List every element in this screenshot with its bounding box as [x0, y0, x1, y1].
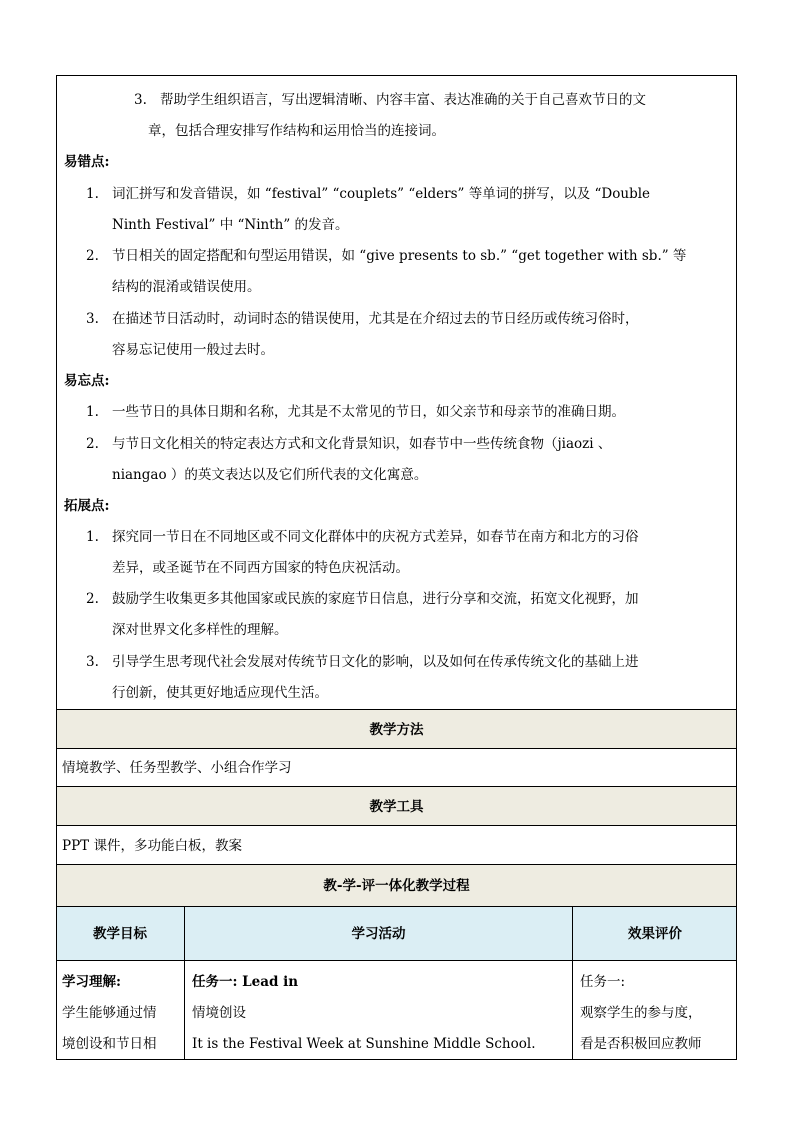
column-goal-header: 教学目标 — [93, 926, 147, 942]
tools-title: 教学工具 — [369, 799, 424, 815]
activity-line-2: It is the Festival Week at Sunshine Middle School. — [192, 1036, 536, 1052]
extend-item-2-line1: 鼓励学生收集更多其他国家或民族的家庭节日信息，进行分享和交流，拓宽文化视野，加 — [112, 591, 639, 607]
extend-section-heading: 拓展点: — [64, 498, 110, 514]
error-item-2-number: 2. — [86, 248, 99, 264]
activity-line-1: 情境创设 — [192, 1005, 246, 1021]
extend-item-3-line2: 行创新，使其更好地适应现代生活。 — [112, 685, 328, 701]
process-title: 教-学-评一体化教学过程 — [323, 878, 470, 894]
column-evaluation-header: 效果评价 — [628, 926, 682, 942]
tools-content: PPT 课件，多功能白板，教案 — [62, 838, 242, 854]
extend-item-1-line2: 差异，或圣诞节在不同西方国家的特色庆祝活动。 — [112, 560, 409, 576]
methods-header-row — [56, 710, 737, 748]
error-item-3-line2: 容易忘记使用一般过去时。 — [112, 342, 274, 358]
evaluation-line-2: 观察学生的参与度， — [580, 1005, 702, 1021]
intro-item-line1: 帮助学生组织语言，写出逻辑清晰、内容丰富、表达准确的关于自己喜欢节日的文 — [160, 92, 646, 108]
extend-item-2-line2: 深对世界文化多样性的理解。 — [112, 622, 288, 638]
tools-header-row — [56, 787, 737, 825]
extend-item-1-line1: 探究同一节日在不同地区或不同文化群体中的庆祝方式差异，如春节在南方和北方的习俗 — [112, 529, 639, 545]
goal-line-2: 境创设和节日相 — [62, 1036, 157, 1052]
lesson-plan-table — [56, 75, 737, 1060]
error-item-2-line1: 节日相关的固定搭配和句型运用错误，如 “give presents to sb.” “get together with sb.” 等 — [112, 248, 687, 264]
evaluation-line-3: 看是否积极回应教师 — [580, 1036, 702, 1052]
process-columns-row — [56, 907, 737, 960]
forget-item-1-line1: 一些节日的具体日期和名称，尤其是不太常见的节日，如父亲节和母亲节的准确日期。 — [112, 404, 625, 420]
forget-item-2-number: 2. — [86, 436, 99, 452]
extend-item-2-number: 2. — [86, 591, 99, 607]
intro-item-line2: 章，包括合理安排写作结构和运用恰当的连接词。 — [148, 123, 445, 139]
intro-item-number: 3. — [134, 92, 147, 108]
extend-item-3-number: 3. — [86, 654, 99, 670]
error-item-3-number: 3. — [86, 311, 99, 327]
column-activity-header: 学习活动 — [351, 926, 406, 942]
extend-item-1-number: 1. — [86, 529, 99, 545]
forget-section-heading: 易忘点: — [64, 373, 110, 389]
methods-title: 教学方法 — [369, 722, 424, 738]
methods-content-row — [56, 749, 737, 786]
error-item-3-line1: 在描述节日活动时，动词时态的错误使用，尤其是在介绍过去的节日经历或传统习俗时， — [112, 311, 639, 327]
error-item-1-line2: Ninth Festival” 中 “Ninth” 的发音。 — [112, 217, 349, 233]
extend-item-3-line1: 引导学生思考现代社会发展对传统节日文化的影响，以及如何在传承传统文化的基础上进 — [112, 654, 639, 670]
activity-heading: 任务一: Lead in — [192, 974, 299, 990]
error-item-1-line1: 词汇拼写和发音错误，如 “festival” “couplets” “elders” 等单词的拼写，以及 “Double — [112, 186, 651, 202]
tools-content-row — [56, 826, 737, 864]
goal-line-1: 学生能够通过情 — [62, 1005, 157, 1021]
methods-content: 情境教学、任务型教学、小组合作学习 — [62, 760, 292, 776]
process-header-row — [56, 865, 737, 906]
forget-item-1-number: 1. — [86, 404, 99, 420]
goal-heading: 学习理解: — [62, 974, 121, 990]
error-item-2-line2: 结构的混淆或错误使用。 — [112, 279, 261, 295]
forget-item-2-line2: niangao ）的英文表达以及它们所代表的文化寓意。 — [112, 467, 428, 483]
error-section-heading: 易错点: — [64, 154, 110, 170]
evaluation-line-1: 任务一: — [580, 974, 626, 990]
error-item-1-number: 1. — [86, 186, 99, 202]
forget-item-2-line1: 与节日文化相关的特定表达方式和文化背景知识，如春节中一些传统食物（jiaozi 、 — [112, 436, 612, 452]
